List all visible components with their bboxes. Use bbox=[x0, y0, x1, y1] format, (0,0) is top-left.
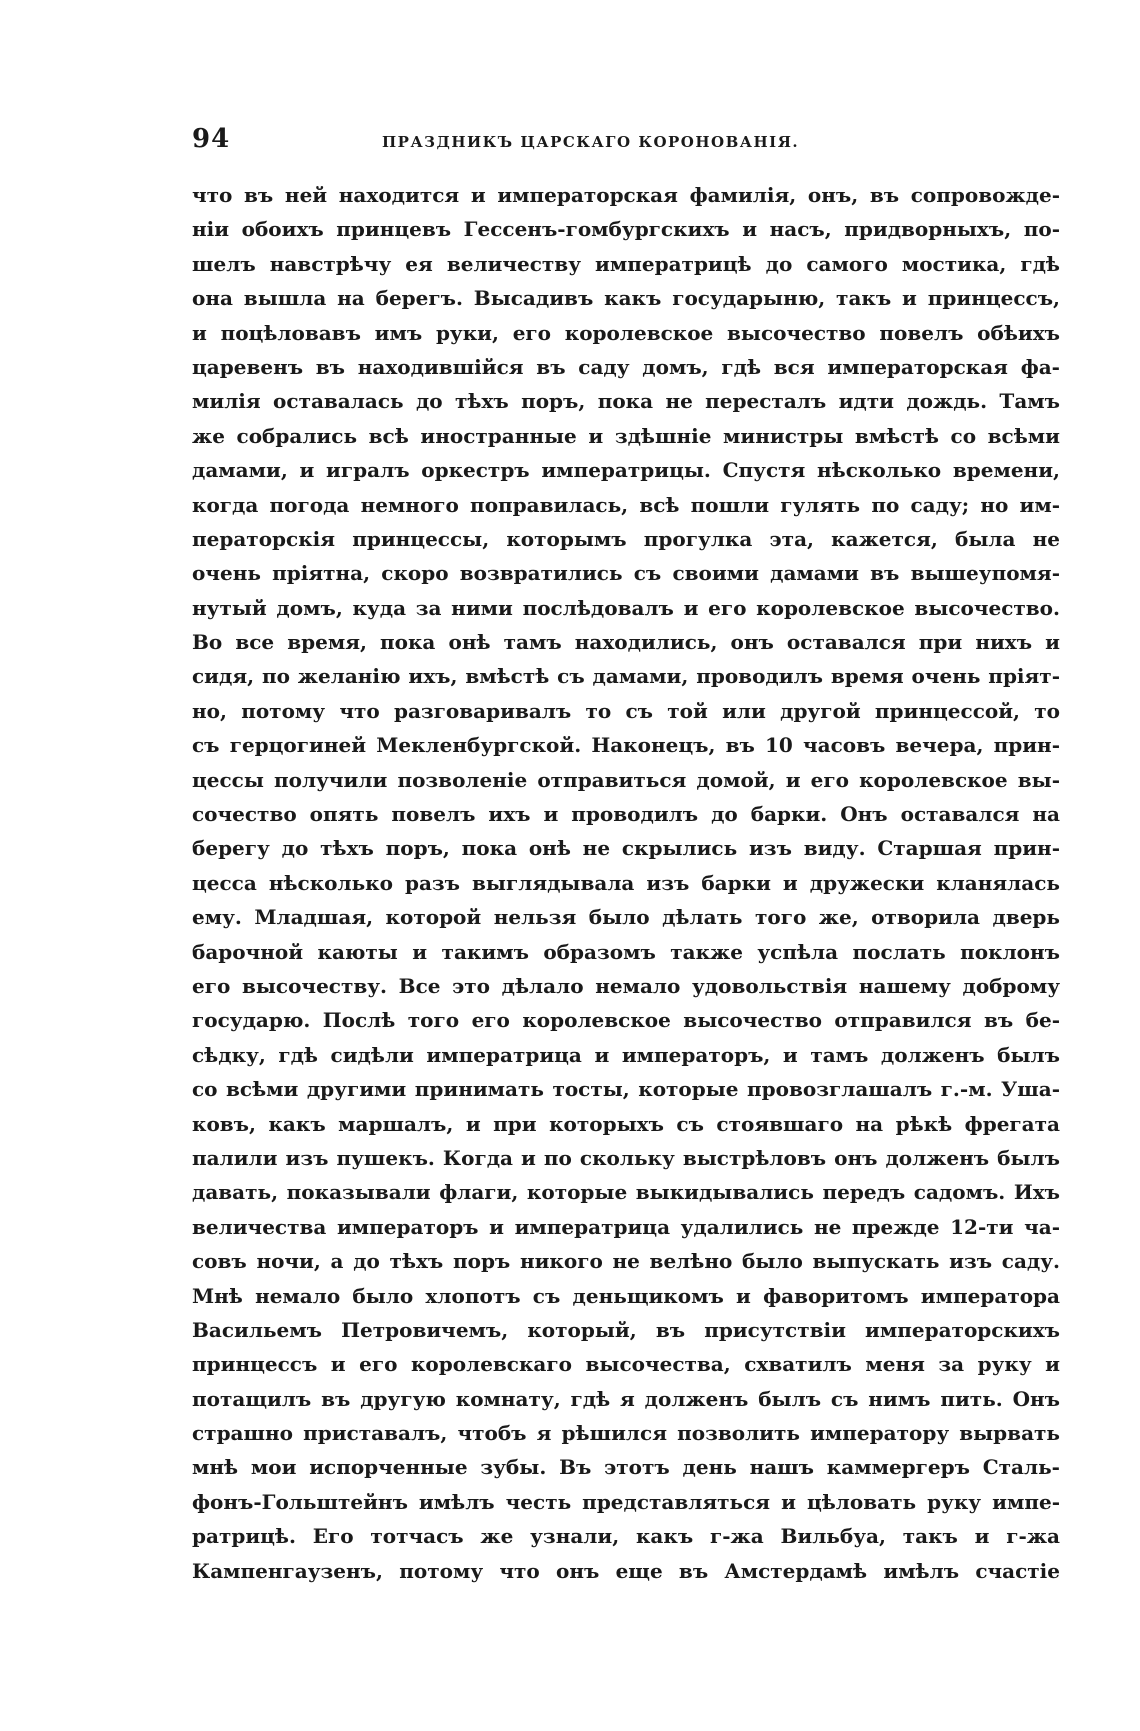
text-line: фонъ-Гольштейнъ имѣлъ честь представляться и цѣловать руку импе- bbox=[192, 1489, 1060, 1514]
text-line: мнѣ мои испорченные зубы. Въ этотъ день нашъ каммергеръ Сталь- bbox=[192, 1455, 1060, 1480]
text-line: государю. Послѣ того его королевское высочество отправился въ бе- bbox=[192, 1008, 1060, 1033]
text-line: Васильемъ Петровичемъ, который, въ присутствіи императорскихъ bbox=[192, 1317, 1060, 1342]
body-text bbox=[192, 178, 1060, 1588]
text-line: Мнѣ немало было хлопотъ съ деньщикомъ и фаворитомъ императора bbox=[192, 1283, 1060, 1308]
text-line: его высочеству. Все это дѣлало немало удовольствія нашему доброму bbox=[192, 973, 1060, 998]
text-line: цесса нѣсколько разъ выглядывала изъ барки и дружески кланялась bbox=[192, 870, 1060, 895]
text-line: но, потому что разговаривалъ то съ той или другой принцессой, то bbox=[192, 698, 1060, 723]
text-line: со всѣми другими принимать тосты, которые провозглашалъ г.-м. Уша- bbox=[192, 1077, 1060, 1102]
running-title: ПРАЗДНИКЪ ЦАРСКАГО КОРОНОВАНІЯ. bbox=[382, 133, 800, 151]
text-line: шелъ навстрѣчу ея величеству императрицѣ до самого мостика, гдѣ bbox=[192, 251, 1060, 276]
page-number: 94 bbox=[192, 124, 231, 154]
text-line: дамами, и игралъ оркестръ императрицы. Спустя нѣсколько времени, bbox=[192, 458, 1060, 483]
text-line: ператорскія принцессы, которымъ прогулка эта, кажется, была не bbox=[192, 526, 1060, 551]
text-line: палили изъ пушекъ. Когда и по скольку выстрѣловъ онъ долженъ былъ bbox=[192, 1145, 1060, 1170]
text-line: что въ ней находится и императорская фамилія, онъ, въ сопровожде- bbox=[192, 183, 1060, 207]
text-line: Кампенгаузенъ, потому что онъ еще въ Амстердамѣ имѣлъ счастіе bbox=[192, 1558, 1060, 1583]
text-line: когда погода немного поправилась, всѣ пошли гулять по саду; но им- bbox=[192, 492, 1060, 517]
text-line: очень пріятна, скоро возвратились съ своими дамами въ вышеупомя- bbox=[192, 561, 1060, 586]
text-line: принцессъ и его королевскаго высочества, схватилъ меня за руку и bbox=[192, 1352, 1060, 1377]
text-line: царевенъ въ находившійся въ саду домъ, гдѣ вся императорская фа- bbox=[192, 354, 1060, 379]
text-line: нутый домъ, куда за ними послѣдовалъ и его королевское высочество. bbox=[192, 595, 1060, 620]
text-line: барочной каюты и такимъ образомъ также успѣла послать поклонъ bbox=[192, 939, 1060, 964]
text-line: ніи обоихъ принцевъ Гессенъ-гомбургскихъ и насъ, придворныхъ, по- bbox=[192, 217, 1060, 242]
text-line: ратрицѣ. Его тотчасъ же узнали, какъ г-жа Вильбуа, такъ и г-жа bbox=[192, 1524, 1060, 1549]
page-header bbox=[192, 124, 1060, 164]
text-line: ему. Младшая, которой нельзя было дѣлать того же, отворила дверь bbox=[192, 905, 1060, 930]
text-line: Во все время, пока онѣ тамъ находились, онъ оставался при нихъ и bbox=[192, 630, 1060, 655]
text-line: она вышла на берегъ. Высадивъ какъ государыню, такъ и принцессъ, bbox=[192, 286, 1060, 311]
text-line: сидя, по желанію ихъ, вмѣстѣ съ дамами, проводилъ время очень пріят- bbox=[192, 664, 1060, 689]
text-line: страшно приставалъ, чтобъ я рѣшился позволить императору вырвать bbox=[192, 1421, 1060, 1446]
text-line: давать, показывали флаги, которые выкидывались передъ садомъ. Ихъ bbox=[192, 1180, 1060, 1205]
text-line: же собрались всѣ иностранные и здѣшніе министры вмѣстѣ со всѣми bbox=[192, 423, 1060, 448]
text-line: берегу до тѣхъ поръ, пока онѣ не скрылись изъ виду. Старшая прин- bbox=[192, 836, 1060, 861]
text-line: съ герцогиней Мекленбургской. Наконецъ, въ 10 часовъ вечера, прин- bbox=[192, 733, 1060, 758]
text-line: совъ ночи, а до тѣхъ поръ никого не велѣно было выпускать изъ саду. bbox=[192, 1249, 1060, 1274]
text-line: сѣдку, гдѣ сидѣли императрица и императоръ, и тамъ долженъ былъ bbox=[192, 1042, 1060, 1067]
text-line: ковъ, какъ маршалъ, и при которыхъ съ стоявшаго на рѣкѣ фрегата bbox=[192, 1111, 1060, 1136]
text-line: потащилъ въ другую комнату, гдѣ я долженъ былъ съ нимъ пить. Онъ bbox=[192, 1386, 1060, 1411]
text-line: милія оставалась до тѣхъ поръ, пока не пересталъ идти дождь. Тамъ bbox=[192, 389, 1060, 414]
text-line: и поцѣловавъ имъ руки, его королевское высочество повелъ обѣихъ bbox=[192, 320, 1060, 345]
text-line: сочество опять повелъ ихъ и проводилъ до барки. Онъ оставался на bbox=[192, 802, 1060, 827]
text-line: величества императоръ и императрица удалились не прежде 12-ти ча- bbox=[192, 1214, 1060, 1239]
text-line: цессы получили позволеніе отправиться домой, и его королевское вы- bbox=[192, 767, 1060, 792]
